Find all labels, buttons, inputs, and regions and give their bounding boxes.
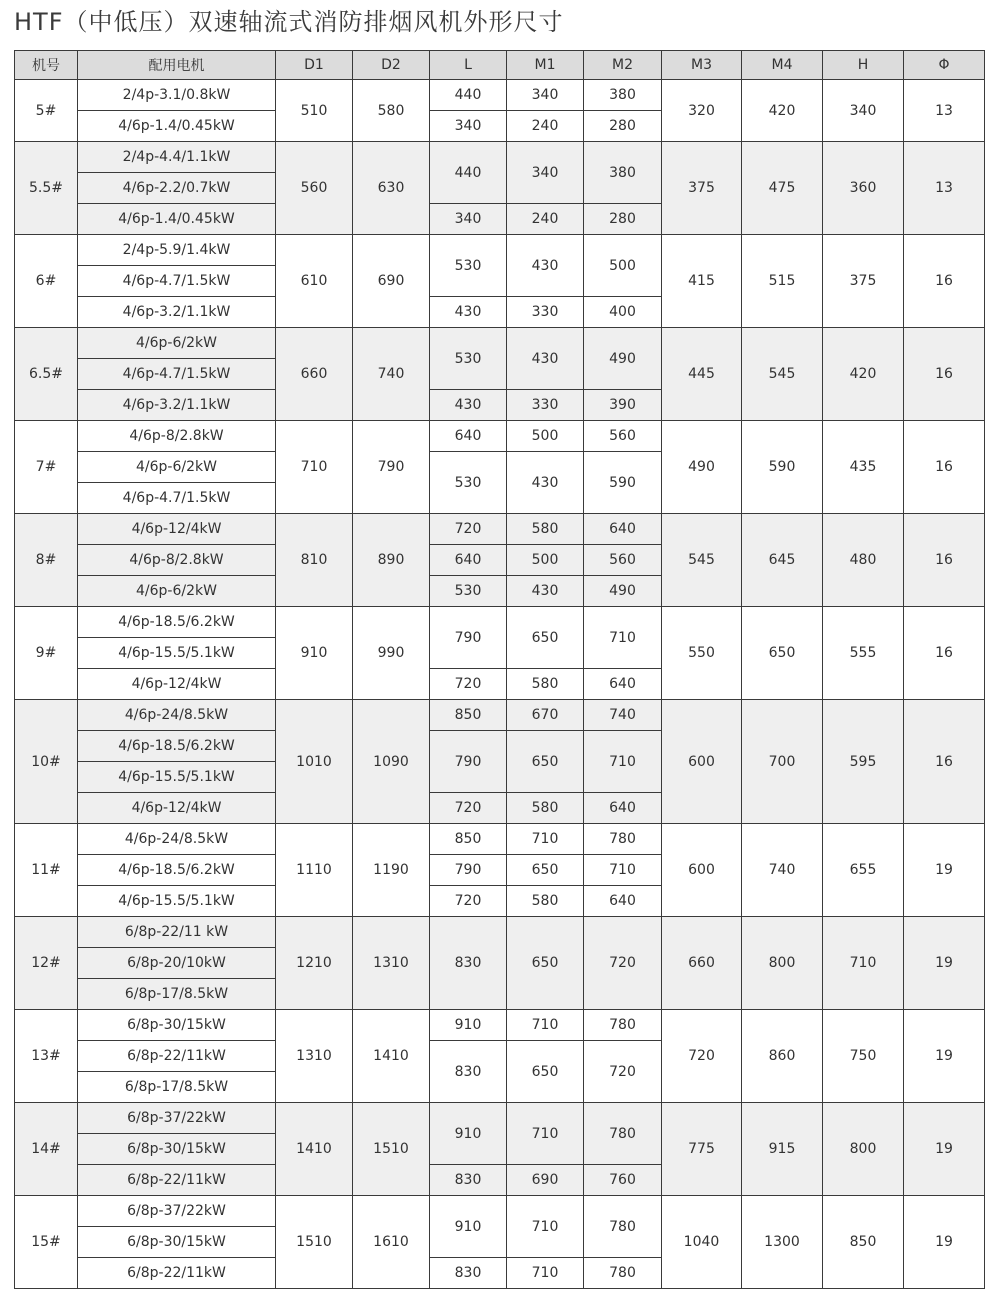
phi-cell: 16 bbox=[904, 235, 985, 328]
d1-cell: 660 bbox=[276, 328, 353, 421]
l-cell: 440 bbox=[430, 142, 507, 204]
m2-cell: 780 bbox=[584, 1103, 662, 1165]
l-cell: 790 bbox=[430, 607, 507, 669]
h-cell: 360 bbox=[823, 142, 904, 235]
d2-cell: 1090 bbox=[353, 700, 430, 824]
table-row bbox=[15, 700, 985, 731]
l-cell: 830 bbox=[430, 1258, 507, 1289]
d2-cell: 1190 bbox=[353, 824, 430, 917]
m1-cell: 330 bbox=[507, 297, 584, 328]
page-title: HTF（中低压）双速轴流式消防排烟风机外形尺寸 bbox=[14, 8, 564, 36]
m2-cell: 720 bbox=[584, 917, 662, 1010]
phi-cell: 16 bbox=[904, 700, 985, 824]
m2-cell: 560 bbox=[584, 545, 662, 576]
phi-cell: 16 bbox=[904, 514, 985, 607]
model-cell: 6# bbox=[15, 235, 78, 328]
motor-cell: 6/8p-20/10kW bbox=[78, 948, 276, 979]
m1-cell: 580 bbox=[507, 793, 584, 824]
motor-cell: 6/8p-30/15kW bbox=[78, 1134, 276, 1165]
m3-cell: 375 bbox=[662, 142, 742, 235]
motor-cell: 4/6p-3.2/1.1kW bbox=[78, 297, 276, 328]
d2-cell: 1610 bbox=[353, 1196, 430, 1289]
d1-cell: 1510 bbox=[276, 1196, 353, 1289]
d1-cell: 1010 bbox=[276, 700, 353, 824]
model-cell: 5.5# bbox=[15, 142, 78, 235]
m1-cell: 670 bbox=[507, 700, 584, 731]
phi-cell: 19 bbox=[904, 1010, 985, 1103]
m1-cell: 580 bbox=[507, 886, 584, 917]
m1-cell: 710 bbox=[507, 1258, 584, 1289]
motor-cell: 4/6p-6/2kW bbox=[78, 328, 276, 359]
m3-cell: 660 bbox=[662, 917, 742, 1010]
motor-cell: 4/6p-1.4/0.45kW bbox=[78, 204, 276, 235]
model-group bbox=[15, 824, 985, 917]
model-cell: 10# bbox=[15, 700, 78, 824]
h-cell: 710 bbox=[823, 917, 904, 1010]
model-group bbox=[15, 235, 985, 328]
model-group bbox=[15, 514, 985, 607]
m1-cell: 690 bbox=[507, 1165, 584, 1196]
m2-cell: 500 bbox=[584, 235, 662, 297]
motor-cell: 6/8p-37/22kW bbox=[78, 1103, 276, 1134]
model-group bbox=[15, 1196, 985, 1289]
model-group bbox=[15, 917, 985, 1010]
l-cell: 530 bbox=[430, 235, 507, 297]
m1-cell: 650 bbox=[507, 855, 584, 886]
table-row bbox=[15, 1010, 985, 1041]
m2-cell: 640 bbox=[584, 669, 662, 700]
motor-cell: 2/4p-4.4/1.1kW bbox=[78, 142, 276, 173]
model-cell: 13# bbox=[15, 1010, 78, 1103]
m4-cell: 420 bbox=[742, 80, 823, 142]
m4-cell: 590 bbox=[742, 421, 823, 514]
m2-cell: 640 bbox=[584, 514, 662, 545]
m2-cell: 780 bbox=[584, 1010, 662, 1041]
d2-cell: 990 bbox=[353, 607, 430, 700]
m3-cell: 600 bbox=[662, 700, 742, 824]
phi-cell: 19 bbox=[904, 917, 985, 1010]
model-group bbox=[15, 607, 985, 700]
table-row bbox=[15, 824, 985, 855]
motor-cell: 4/6p-18.5/6.2kW bbox=[78, 731, 276, 762]
m4-cell: 915 bbox=[742, 1103, 823, 1196]
model-cell: 9# bbox=[15, 607, 78, 700]
m1-cell: 240 bbox=[507, 111, 584, 142]
d2-cell: 580 bbox=[353, 80, 430, 142]
h-cell: 655 bbox=[823, 824, 904, 917]
m1-cell: 710 bbox=[507, 824, 584, 855]
m3-cell: 545 bbox=[662, 514, 742, 607]
m4-cell: 1300 bbox=[742, 1196, 823, 1289]
m1-cell: 710 bbox=[507, 1103, 584, 1165]
model-group bbox=[15, 328, 985, 421]
h-cell: 435 bbox=[823, 421, 904, 514]
l-cell: 530 bbox=[430, 452, 507, 514]
l-cell: 910 bbox=[430, 1010, 507, 1041]
m2-cell: 720 bbox=[584, 1041, 662, 1103]
header-h: H bbox=[823, 51, 904, 80]
table-row bbox=[15, 1196, 985, 1227]
h-cell: 480 bbox=[823, 514, 904, 607]
header-model: 机号 bbox=[15, 51, 78, 80]
l-cell: 440 bbox=[430, 80, 507, 111]
m2-cell: 780 bbox=[584, 824, 662, 855]
table-row bbox=[15, 235, 985, 266]
model-cell: 5# bbox=[15, 80, 78, 142]
motor-cell: 4/6p-18.5/6.2kW bbox=[78, 607, 276, 638]
m4-cell: 650 bbox=[742, 607, 823, 700]
m1-cell: 240 bbox=[507, 204, 584, 235]
d2-cell: 630 bbox=[353, 142, 430, 235]
motor-cell: 6/8p-17/8.5kW bbox=[78, 979, 276, 1010]
m3-cell: 1040 bbox=[662, 1196, 742, 1289]
l-cell: 830 bbox=[430, 1165, 507, 1196]
m1-cell: 650 bbox=[507, 731, 584, 793]
d2-cell: 1510 bbox=[353, 1103, 430, 1196]
m1-cell: 650 bbox=[507, 917, 584, 1010]
model-cell: 14# bbox=[15, 1103, 78, 1196]
motor-cell: 2/4p-3.1/0.8kW bbox=[78, 80, 276, 111]
d1-cell: 810 bbox=[276, 514, 353, 607]
m1-cell: 430 bbox=[507, 452, 584, 514]
d1-cell: 1110 bbox=[276, 824, 353, 917]
m3-cell: 600 bbox=[662, 824, 742, 917]
l-cell: 790 bbox=[430, 855, 507, 886]
table-row bbox=[15, 328, 985, 359]
motor-cell: 4/6p-6/2kW bbox=[78, 452, 276, 483]
m2-cell: 380 bbox=[584, 142, 662, 204]
m2-cell: 740 bbox=[584, 700, 662, 731]
d2-cell: 890 bbox=[353, 514, 430, 607]
m4-cell: 860 bbox=[742, 1010, 823, 1103]
motor-cell: 4/6p-8/2.8kW bbox=[78, 421, 276, 452]
m2-cell: 710 bbox=[584, 855, 662, 886]
motor-cell: 6/8p-22/11 kW bbox=[78, 917, 276, 948]
m2-cell: 710 bbox=[584, 731, 662, 793]
model-cell: 15# bbox=[15, 1196, 78, 1289]
motor-cell: 6/8p-30/15kW bbox=[78, 1010, 276, 1041]
m3-cell: 720 bbox=[662, 1010, 742, 1103]
model-cell: 11# bbox=[15, 824, 78, 917]
table-row bbox=[15, 607, 985, 638]
motor-cell: 4/6p-4.7/1.5kW bbox=[78, 266, 276, 297]
m4-cell: 800 bbox=[742, 917, 823, 1010]
h-cell: 850 bbox=[823, 1196, 904, 1289]
l-cell: 430 bbox=[430, 297, 507, 328]
h-cell: 555 bbox=[823, 607, 904, 700]
m2-cell: 400 bbox=[584, 297, 662, 328]
m1-cell: 430 bbox=[507, 235, 584, 297]
motor-cell: 6/8p-22/11kW bbox=[78, 1165, 276, 1196]
motor-cell: 4/6p-12/4kW bbox=[78, 669, 276, 700]
m2-cell: 640 bbox=[584, 793, 662, 824]
model-group bbox=[15, 1010, 985, 1103]
d1-cell: 610 bbox=[276, 235, 353, 328]
m1-cell: 500 bbox=[507, 545, 584, 576]
motor-cell: 4/6p-15.5/5.1kW bbox=[78, 638, 276, 669]
header-d1: D1 bbox=[276, 51, 353, 80]
m1-cell: 580 bbox=[507, 669, 584, 700]
m1-cell: 430 bbox=[507, 576, 584, 607]
d1-cell: 1210 bbox=[276, 917, 353, 1010]
d2-cell: 1310 bbox=[353, 917, 430, 1010]
m3-cell: 550 bbox=[662, 607, 742, 700]
l-cell: 830 bbox=[430, 917, 507, 1010]
model-group bbox=[15, 1103, 985, 1196]
m4-cell: 740 bbox=[742, 824, 823, 917]
m2-cell: 380 bbox=[584, 80, 662, 111]
d2-cell: 790 bbox=[353, 421, 430, 514]
m1-cell: 330 bbox=[507, 390, 584, 421]
model-cell: 8# bbox=[15, 514, 78, 607]
motor-cell: 4/6p-15.5/5.1kW bbox=[78, 886, 276, 917]
motor-cell: 4/6p-3.2/1.1kW bbox=[78, 390, 276, 421]
l-cell: 430 bbox=[430, 390, 507, 421]
l-cell: 720 bbox=[430, 886, 507, 917]
m2-cell: 640 bbox=[584, 886, 662, 917]
d2-cell: 740 bbox=[353, 328, 430, 421]
motor-cell: 4/6p-24/8.5kW bbox=[78, 824, 276, 855]
m1-cell: 710 bbox=[507, 1010, 584, 1041]
motor-cell: 6/8p-37/22kW bbox=[78, 1196, 276, 1227]
l-cell: 720 bbox=[430, 669, 507, 700]
motor-cell: 4/6p-6/2kW bbox=[78, 576, 276, 607]
m2-cell: 780 bbox=[584, 1258, 662, 1289]
m3-cell: 445 bbox=[662, 328, 742, 421]
m4-cell: 645 bbox=[742, 514, 823, 607]
header-phi: Φ bbox=[904, 51, 985, 80]
table-row bbox=[15, 917, 985, 948]
m2-cell: 490 bbox=[584, 576, 662, 607]
d1-cell: 1310 bbox=[276, 1010, 353, 1103]
m4-cell: 545 bbox=[742, 328, 823, 421]
motor-cell: 4/6p-4.7/1.5kW bbox=[78, 359, 276, 390]
motor-cell: 6/8p-30/15kW bbox=[78, 1227, 276, 1258]
d1-cell: 910 bbox=[276, 607, 353, 700]
header-m3: M3 bbox=[662, 51, 742, 80]
phi-cell: 13 bbox=[904, 80, 985, 142]
dimension-table bbox=[14, 50, 985, 1289]
l-cell: 530 bbox=[430, 328, 507, 390]
l-cell: 790 bbox=[430, 731, 507, 793]
table-row bbox=[15, 421, 985, 452]
h-cell: 800 bbox=[823, 1103, 904, 1196]
d2-cell: 1410 bbox=[353, 1010, 430, 1103]
model-cell: 7# bbox=[15, 421, 78, 514]
d2-cell: 690 bbox=[353, 235, 430, 328]
table-row bbox=[15, 80, 985, 111]
model-group bbox=[15, 421, 985, 514]
l-cell: 720 bbox=[430, 514, 507, 545]
m2-cell: 760 bbox=[584, 1165, 662, 1196]
motor-cell: 4/6p-12/4kW bbox=[78, 514, 276, 545]
phi-cell: 16 bbox=[904, 607, 985, 700]
phi-cell: 16 bbox=[904, 328, 985, 421]
motor-cell: 6/8p-17/8.5kW bbox=[78, 1072, 276, 1103]
m2-cell: 490 bbox=[584, 328, 662, 390]
l-cell: 640 bbox=[430, 421, 507, 452]
motor-cell: 4/6p-18.5/6.2kW bbox=[78, 855, 276, 886]
table-row bbox=[15, 1103, 985, 1134]
d1-cell: 1410 bbox=[276, 1103, 353, 1196]
motor-cell: 4/6p-24/8.5kW bbox=[78, 700, 276, 731]
m3-cell: 415 bbox=[662, 235, 742, 328]
m2-cell: 280 bbox=[584, 111, 662, 142]
phi-cell: 19 bbox=[904, 1196, 985, 1289]
h-cell: 340 bbox=[823, 80, 904, 142]
m4-cell: 475 bbox=[742, 142, 823, 235]
m1-cell: 710 bbox=[507, 1196, 584, 1258]
l-cell: 850 bbox=[430, 824, 507, 855]
header-m1: M1 bbox=[507, 51, 584, 80]
m1-cell: 340 bbox=[507, 80, 584, 111]
m1-cell: 340 bbox=[507, 142, 584, 204]
model-group bbox=[15, 700, 985, 824]
h-cell: 750 bbox=[823, 1010, 904, 1103]
m4-cell: 700 bbox=[742, 700, 823, 824]
d1-cell: 560 bbox=[276, 142, 353, 235]
m2-cell: 390 bbox=[584, 390, 662, 421]
m2-cell: 560 bbox=[584, 421, 662, 452]
header-motor: 配用电机 bbox=[78, 51, 276, 80]
l-cell: 830 bbox=[430, 1041, 507, 1103]
header-row bbox=[15, 51, 985, 80]
m2-cell: 710 bbox=[584, 607, 662, 669]
m2-cell: 780 bbox=[584, 1196, 662, 1258]
table-row bbox=[15, 142, 985, 173]
motor-cell: 4/6p-8/2.8kW bbox=[78, 545, 276, 576]
table-row bbox=[15, 514, 985, 545]
motor-cell: 4/6p-1.4/0.45kW bbox=[78, 111, 276, 142]
header-d2: D2 bbox=[353, 51, 430, 80]
motor-cell: 4/6p-4.7/1.5kW bbox=[78, 483, 276, 514]
m3-cell: 490 bbox=[662, 421, 742, 514]
motor-cell: 4/6p-12/4kW bbox=[78, 793, 276, 824]
motor-cell: 4/6p-15.5/5.1kW bbox=[78, 762, 276, 793]
model-group bbox=[15, 142, 985, 235]
m1-cell: 430 bbox=[507, 328, 584, 390]
m4-cell: 515 bbox=[742, 235, 823, 328]
model-cell: 12# bbox=[15, 917, 78, 1010]
h-cell: 375 bbox=[823, 235, 904, 328]
l-cell: 530 bbox=[430, 576, 507, 607]
m2-cell: 280 bbox=[584, 204, 662, 235]
l-cell: 910 bbox=[430, 1103, 507, 1165]
m2-cell: 590 bbox=[584, 452, 662, 514]
motor-cell: 4/6p-2.2/0.7kW bbox=[78, 173, 276, 204]
d1-cell: 510 bbox=[276, 80, 353, 142]
motor-cell: 6/8p-22/11kW bbox=[78, 1258, 276, 1289]
m1-cell: 650 bbox=[507, 607, 584, 669]
l-cell: 640 bbox=[430, 545, 507, 576]
phi-cell: 13 bbox=[904, 142, 985, 235]
l-cell: 850 bbox=[430, 700, 507, 731]
motor-cell: 2/4p-5.9/1.4kW bbox=[78, 235, 276, 266]
phi-cell: 19 bbox=[904, 1103, 985, 1196]
header-m4: M4 bbox=[742, 51, 823, 80]
l-cell: 910 bbox=[430, 1196, 507, 1258]
model-group bbox=[15, 80, 985, 142]
header-m2: M2 bbox=[584, 51, 662, 80]
m1-cell: 500 bbox=[507, 421, 584, 452]
m3-cell: 775 bbox=[662, 1103, 742, 1196]
l-cell: 340 bbox=[430, 111, 507, 142]
header-l: L bbox=[430, 51, 507, 80]
phi-cell: 16 bbox=[904, 421, 985, 514]
m3-cell: 320 bbox=[662, 80, 742, 142]
model-cell: 6.5# bbox=[15, 328, 78, 421]
motor-cell: 6/8p-22/11kW bbox=[78, 1041, 276, 1072]
d1-cell: 710 bbox=[276, 421, 353, 514]
h-cell: 595 bbox=[823, 700, 904, 824]
l-cell: 720 bbox=[430, 793, 507, 824]
m1-cell: 650 bbox=[507, 1041, 584, 1103]
phi-cell: 19 bbox=[904, 824, 985, 917]
m1-cell: 580 bbox=[507, 514, 584, 545]
h-cell: 420 bbox=[823, 328, 904, 421]
l-cell: 340 bbox=[430, 204, 507, 235]
